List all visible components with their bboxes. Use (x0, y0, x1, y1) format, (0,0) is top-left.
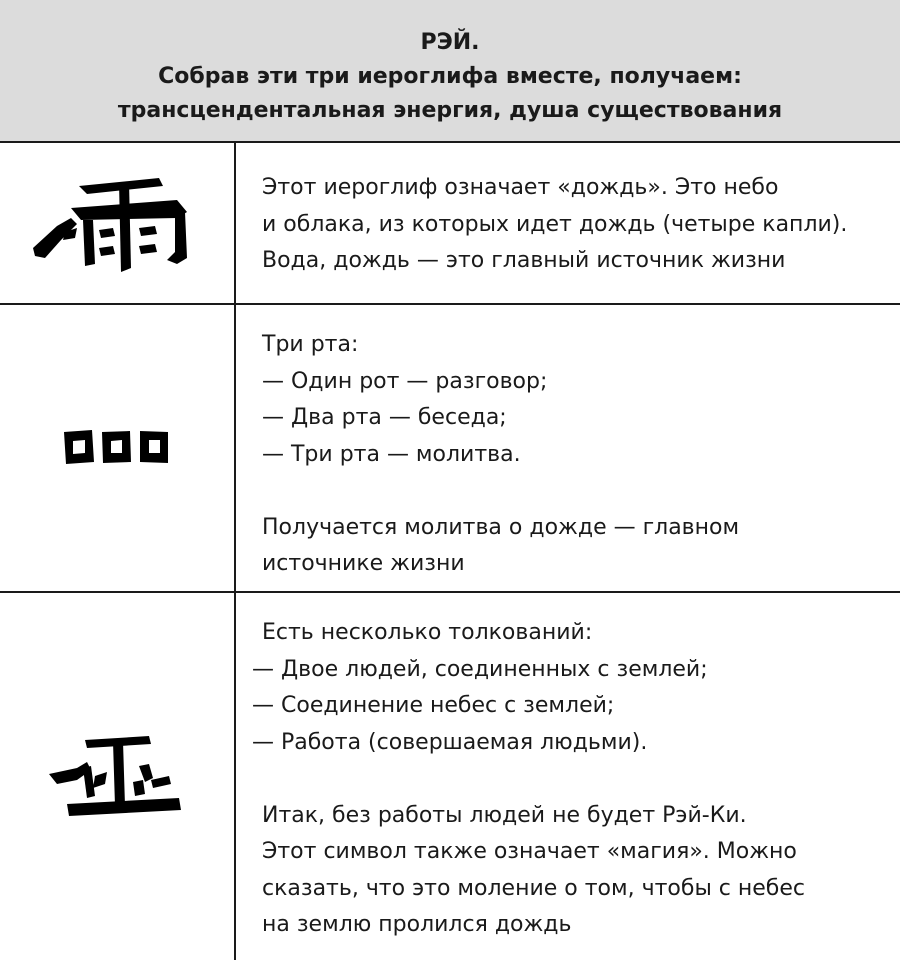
glyph-cell (0, 593, 236, 960)
rain-kanji-icon (27, 168, 207, 278)
description-line: Получается молитва о дожде — главном (262, 514, 740, 540)
description-line: сказать, что это моление о том, чтобы с небес (262, 875, 806, 901)
description-line: — Один рот — разговор; (262, 368, 548, 394)
description-line: источнике жизни (262, 551, 465, 576)
header-line-2: трансцендентальная энергия, душа существования (117, 98, 783, 123)
description-line: на землю пролился дождь (262, 912, 572, 937)
description-line: и облака, из которых идет дождь (четыре капли). (262, 211, 848, 237)
description-line: Этот иероглиф означает «дождь». Это небо (262, 175, 779, 200)
description-line: — Соединение небес с землей; (252, 693, 615, 718)
table-row-rain (0, 143, 900, 305)
glyph-cell (0, 305, 236, 591)
description-line: Вода, дождь — это главный источник жизни (262, 248, 786, 273)
description-line: — Работа (совершаемая людьми). (252, 729, 648, 755)
description-line: — Три рта — молитва. (262, 441, 521, 467)
description-cell (236, 593, 900, 960)
description-line: Итак, без работы людей не будет Рэй-Ки. (262, 802, 747, 828)
three-mouths-kanji-icon (62, 428, 172, 468)
table-row-shaman (0, 593, 900, 960)
table-header (0, 0, 900, 143)
shaman-kanji-icon (47, 732, 187, 822)
description-cell (236, 305, 900, 591)
header-line-1: Собрав эти три иероглифа вместе, получаем: (158, 64, 742, 89)
description-cell (236, 143, 900, 303)
description-line: Три рта: (262, 332, 359, 357)
description-line: — Двое людей, соединенных с землей; (252, 656, 708, 682)
description-line: — Два рта — беседа; (262, 405, 507, 430)
header-title: РЭЙ. (420, 30, 480, 55)
description-line: Этот символ также означает «магия». Можно (262, 839, 797, 864)
description-line: Есть несколько толкований: (262, 620, 593, 645)
glyph-cell (0, 143, 236, 303)
table-row-mouths (0, 305, 900, 593)
